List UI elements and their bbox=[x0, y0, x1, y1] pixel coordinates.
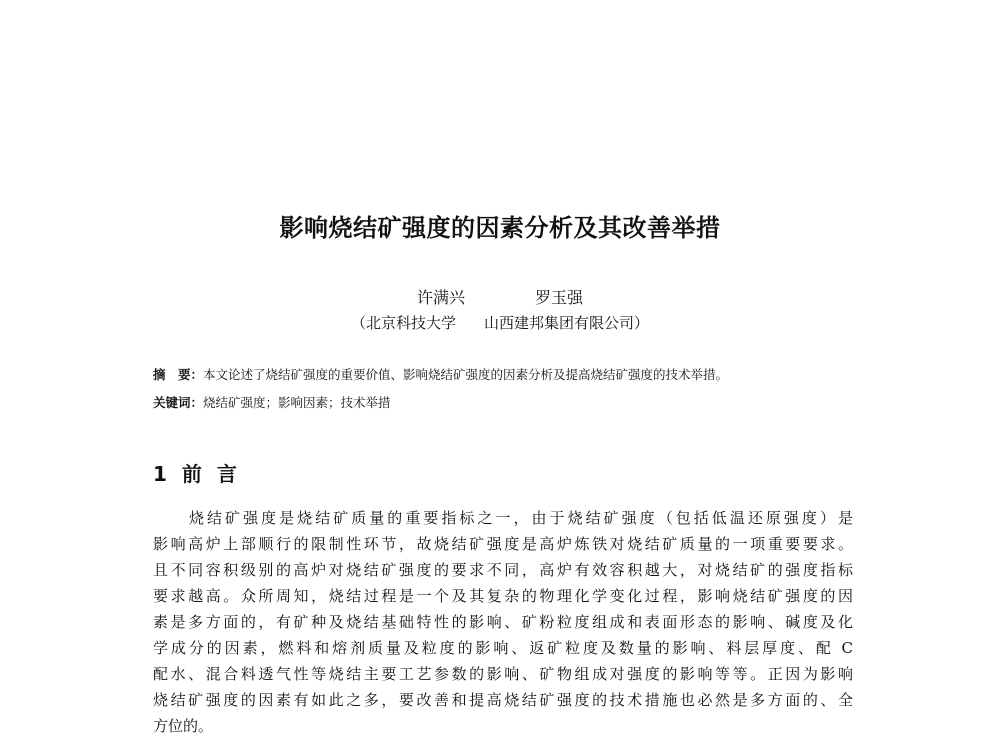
abstract-text: 本文论述了烧结矿强度的重要价值、影响烧结矿强度的因素分析及提高烧结矿强度的技术举措。 bbox=[203, 367, 729, 382]
paragraph-line: 方位的。 bbox=[153, 717, 214, 735]
abstract-label: 摘 要： bbox=[153, 367, 204, 382]
affiliation: （北京科技大学 bbox=[350, 314, 456, 332]
paragraph-line: 烧结矿强度的因素有如此之多，要改善和提高烧结矿强度的技术措施也必然是多方面的、全 bbox=[153, 691, 853, 709]
paragraph-line: 要求越高。众所周知，烧结过程是一个及其复杂的物理化学变化过程，影响烧结矿强度的因 bbox=[153, 587, 853, 605]
paragraph-line: 影响高炉上部顺行的限制性环节，故烧结矿强度是高炉炼铁对烧结矿质量的一项重要要求。 bbox=[153, 535, 853, 553]
author-name: 许满兴 bbox=[416, 288, 465, 307]
paragraph-line: 且不同容积级别的高炉对烧结矿强度的要求不同，高炉有效容积越大，对烧结矿的强度指标 bbox=[153, 561, 853, 579]
keywords-text: 烧结矿强度；影响因素；技术举措 bbox=[203, 395, 391, 410]
affiliation-line bbox=[0, 312, 1000, 333]
section-heading: 1 前 言 bbox=[153, 462, 241, 486]
author-line bbox=[0, 285, 1000, 308]
keywords bbox=[153, 393, 853, 411]
paragraph-line: 配水、混合料透气性等烧结主要工艺参数的影响、矿物组成对强度的影响等等。正因为影响 bbox=[153, 665, 853, 683]
paper-title: 影响烧结矿强度的因素分析及其改善举措 bbox=[279, 214, 721, 242]
abstract bbox=[153, 365, 853, 383]
body-paragraph bbox=[153, 505, 853, 739]
paragraph-line: 烧结矿强度是烧结矿质量的重要指标之一，由于烧结矿强度（包括低温还原强度）是 bbox=[189, 509, 853, 527]
keywords-label: 关键词： bbox=[153, 395, 204, 410]
paragraph-line: 素是多方面的，有矿种及烧结基础特性的影响、矿粉粒度组成和表面形态的影响、碱度及化 bbox=[153, 613, 853, 631]
author-name: 罗玉强 bbox=[535, 288, 584, 307]
paragraph-line: 学成分的因素，燃料和熔剂质量及粒度的影响、返矿粒度及数量的影响、料层厚度、配 C bbox=[153, 639, 853, 657]
affiliation: 山西建邦集团有限公司） bbox=[484, 314, 650, 332]
